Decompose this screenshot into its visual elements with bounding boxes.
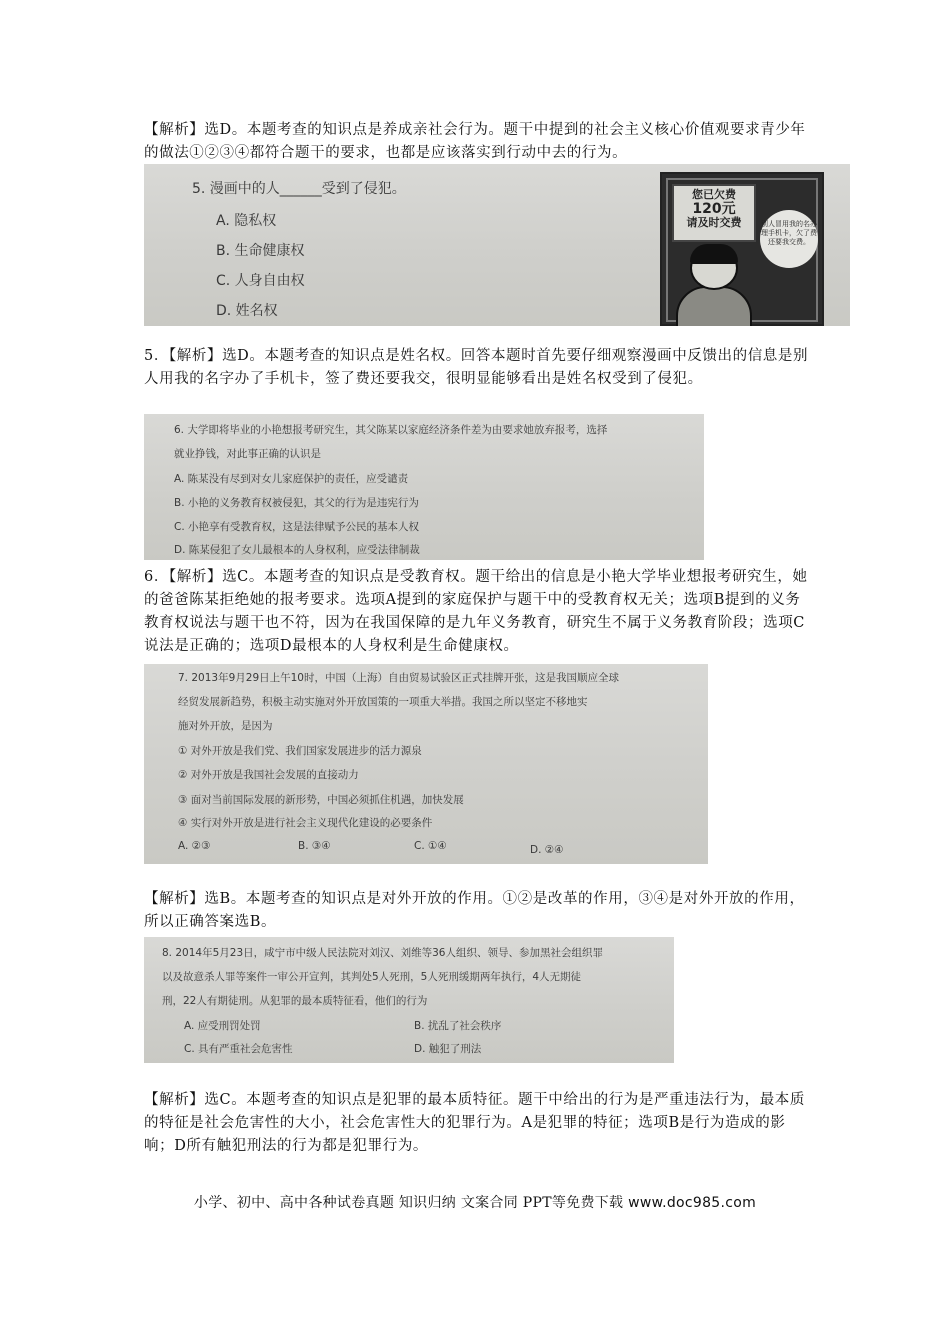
- question-6-stem-line: 6. 大学即将毕业的小艳想报考研究生，其父陈某以家庭经济条件差为由要求她放弃报考，选择: [174, 424, 608, 436]
- question-7-option-a: A. ②③: [178, 840, 211, 852]
- answer-8-text: 【解析】选C。本题考查的知识点是犯罪的最本质特征。题干中给出的行为是严重违法行为，最本质的特征是社会危害性的大小，社会危害性大的犯罪行为。A是犯罪的特征；选项B是行为造成的影响；D所有触犯刑法的行为都是犯罪行为。: [144, 1092, 805, 1154]
- question-6-option-c: C. 小艳享有受教育权，这是法律赋予公民的基本人权: [174, 521, 420, 533]
- question-7-image: [144, 664, 708, 864]
- question-7-stem-line: 7. 2013年9月29日上午10时，中国（上海）自由贸易试验区正式挂牌开张，这是我国顺应全球: [178, 672, 619, 684]
- question-7-option-b: B. ③④: [298, 840, 331, 852]
- question-7-item-4: ④ 实行对外开放是进行社会主义现代化建设的必要条件: [178, 817, 433, 829]
- question-6-option-b: B. 小艳的义务教育权被侵犯，其父的行为是违宪行为: [174, 497, 419, 509]
- question-5-option-d: D. 姓名权: [216, 303, 278, 319]
- question-5-option-c: C. 人身自由权: [216, 273, 305, 289]
- footer-text: 小学、初中、高中各种试卷真题 知识归纳 文案合同 PPT等免费下载: [193, 1195, 624, 1211]
- page-footer: [0, 1192, 950, 1212]
- cartoon-sign-line: 120元: [692, 201, 736, 217]
- question-7-stem-line: 经贸发展新趋势，积极主动实施对外开放国策的一项重大举措。我国之所以坚定不移地实: [178, 696, 588, 708]
- question-8-option-d: D. 触犯了刑法: [414, 1043, 482, 1055]
- question-6-image: [144, 414, 704, 560]
- question-5-image: [144, 164, 850, 326]
- question-5-stem: 5. 漫画中的人______受到了侵犯。: [192, 181, 406, 197]
- question-7-stem-line: 施对外开放，是因为: [178, 720, 273, 732]
- answer-6-text: 6．【解析】选C。本题考查的知识点是受教育权。题干给出的信息是小艳大学毕业想报考研究生，她的爸爸陈某拒绝她的报考要求。选项A提到的家庭保护与题干中的受教育权无关；选项B提到的义务教育权说法与题干也不符，因为在我国保障的是九年义务教育，研究生不属于义务教育阶段；选项C说法是正确的；选项D最根本的人身权利是生命健康权。: [144, 569, 808, 654]
- question-7-option-c: C. ①④: [414, 840, 447, 852]
- question-7-item-2: ② 对外开放是我国社会发展的直接动力: [178, 769, 359, 781]
- question-8-option-c: C. 具有严重社会危害性: [184, 1043, 293, 1055]
- question-5-option-b: B. 生命健康权: [216, 243, 305, 259]
- question-7-item-3: ③ 面对当前国际发展的新形势，中国必须抓住机遇，加快发展: [178, 794, 464, 806]
- cartoon-speech-bubble: 别人冒用我的名办理手机卡，欠了费还要我交费。: [760, 210, 818, 268]
- cartoon-person-body: [676, 286, 752, 326]
- cartoon-bill-sign: [672, 184, 756, 242]
- cartoon-person-hair: [690, 244, 738, 264]
- cartoon-sign-line: 请及时交费: [686, 216, 742, 229]
- question-6-stem-line: 就业挣钱，对此事正确的认识是: [174, 448, 321, 460]
- cartoon-sign-line: 您已欠费: [692, 188, 736, 201]
- cartoon-illustration: [660, 172, 824, 326]
- question-8-stem-line: 8. 2014年5月23日，咸宁市中级人民法院对刘汉、刘维等36人组织、领导、参加黑社会组织罪: [162, 947, 603, 959]
- question-7-item-1: ① 对外开放是我们党、我们国家发展进步的活力源泉: [178, 745, 422, 757]
- question-8-image: [144, 937, 674, 1063]
- question-5-option-a: A. 隐私权: [216, 213, 277, 229]
- question-8-stem-line: 以及故意杀人罪等案件一审公开宣判，其判处5人死刑，5人死刑缓期两年执行，4人无期徒: [162, 971, 582, 983]
- question-8-option-b: B. 扰乱了社会秩序: [414, 1020, 502, 1032]
- question-6-option-a: A. 陈某没有尽到对女儿家庭保护的责任，应受谴责: [174, 473, 409, 485]
- answer-7-text: 【解析】选B。本题考查的知识点是对外开放的作用。①②是改革的作用，③④是对外开放的作用，所以正确答案选B。: [144, 891, 805, 930]
- question-7-option-d: D. ②④: [530, 844, 564, 856]
- answer-4-text: 【解析】选D。本题考查的知识点是养成亲社会行为。题干中提到的社会主义核心价值观要求青少年的做法①②③④都符合题干的要求，也都是应该落实到行动中去的行为。: [144, 122, 806, 161]
- question-8-option-a: A. 应受刑罚处罚: [184, 1020, 261, 1032]
- answer-5-text: 5．【解析】选D。本题考查的知识点是姓名权。回答本题时首先要仔细观察漫画中反馈出的信息是别人用我的名字办了手机卡，签了费还要我交，很明显能够看出是姓名权受到了侵犯。: [144, 348, 809, 387]
- question-6-option-d: D. 陈某侵犯了女儿最根本的人身权利，应受法律制裁: [174, 544, 420, 556]
- footer-site-link[interactable]: www.doc985.com: [628, 1195, 757, 1211]
- question-8-stem-line: 刑，22人有期徒刑。从犯罪的最本质特征看，他们的行为: [162, 995, 428, 1007]
